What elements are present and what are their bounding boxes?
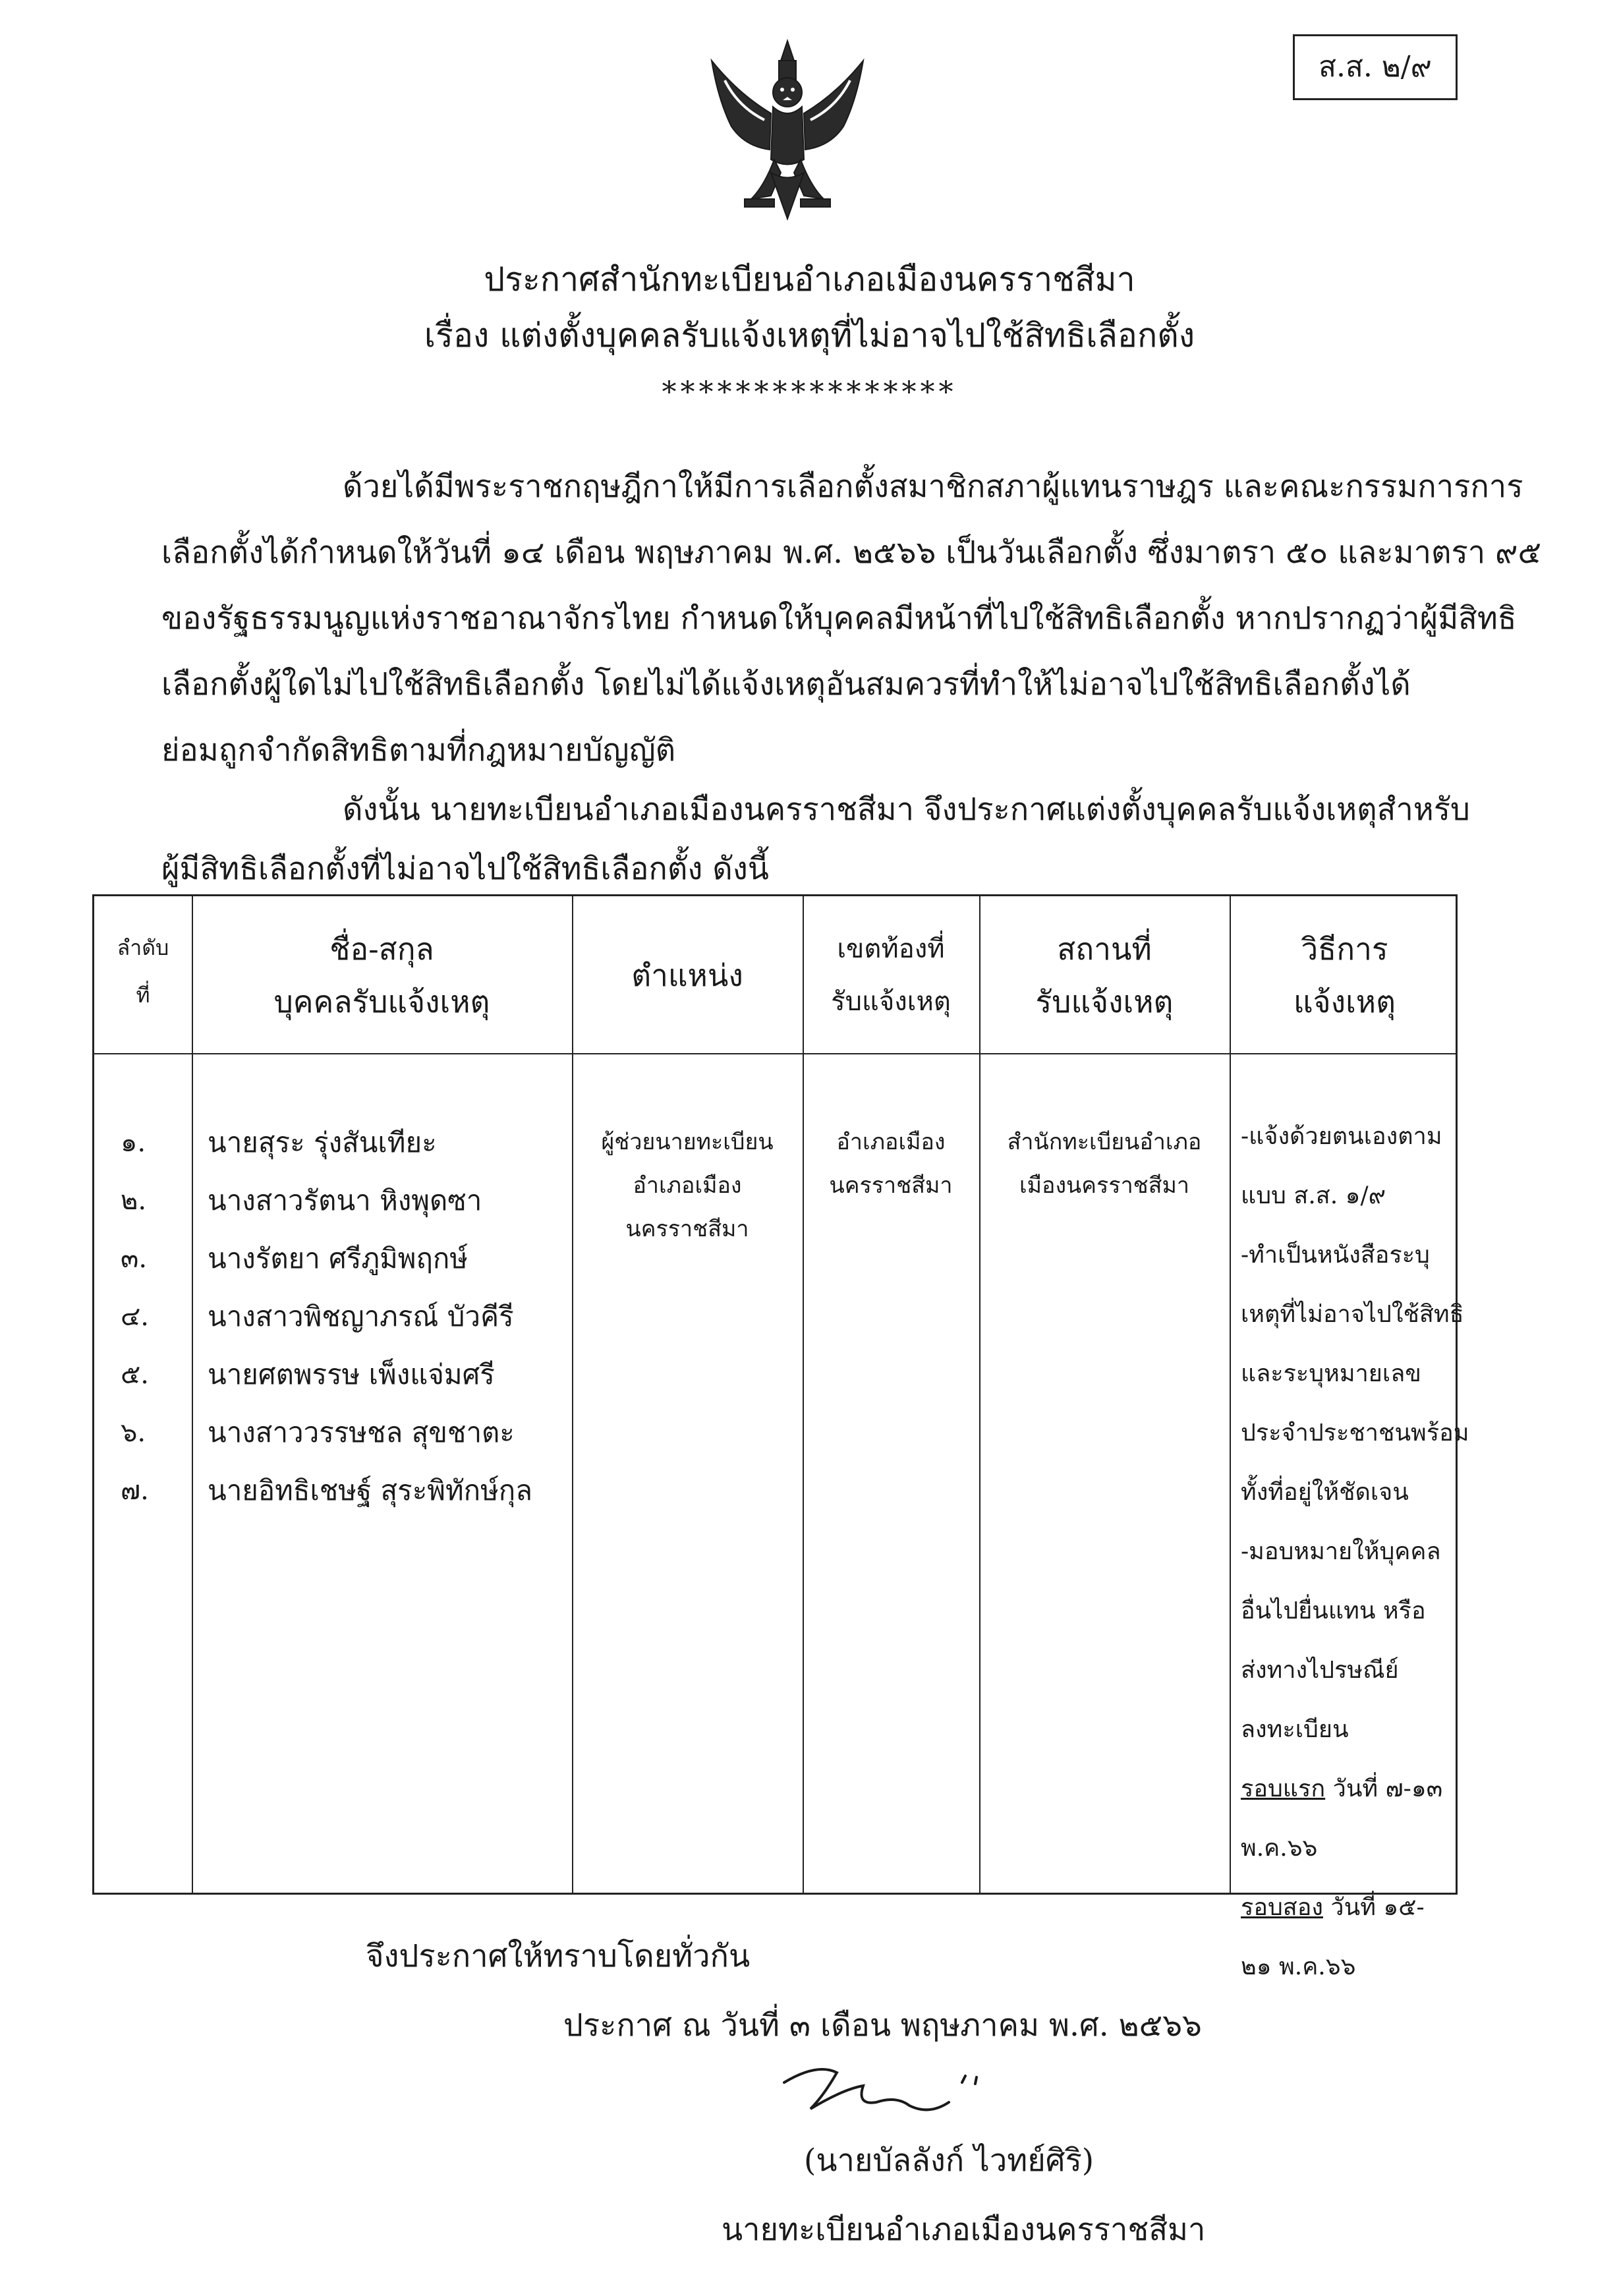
round-2-continuation: ๒๑ พ.ค.๖๖ (1241, 1953, 1356, 1980)
row-number: ๔. (121, 1302, 149, 1332)
table-col-divider (979, 896, 980, 1893)
row-number: ๓. (121, 1244, 148, 1274)
header-method (1230, 923, 1460, 1028)
names-column (208, 1114, 532, 1520)
method-line: และระบุหมายเลข (1241, 1360, 1421, 1387)
method-line: ลงทะเบียน (1241, 1716, 1349, 1743)
method-line: -มอบหมายให้บุคคล (1241, 1538, 1441, 1565)
method-line: -แจ้งด้วยตนเองตาม (1241, 1123, 1442, 1150)
appointee-name: นายอิทธิเชษฐ์ สุระพิทักษ์กุล (208, 1474, 532, 1507)
round-1-line (1241, 1760, 1469, 1819)
appointee-name: นางสาวรัตนา หิงพุดซา (208, 1184, 482, 1217)
header-name-line-1: ชื่อ-สกุล (329, 931, 434, 967)
signer-name: (นายบัลลังก์ ไวทย์ศิริ) (804, 2142, 1094, 2179)
table-col-divider (572, 896, 573, 1893)
appointee-name: นางสาวพิชญาภรณ์ บัวคีรี (208, 1300, 514, 1333)
row-number: ๖. (121, 1418, 146, 1448)
paragraph-1-line-4: เลือกตั้งผู้ใดไม่ไปใช้สิทธิเลือกตั้ง โดยไม่ได้แจ้งเหตุอันสมควรที่ทำให้ไม่อาจไปใช้สิทธิเลือกตั้งได้ (161, 666, 1411, 703)
header-method-line-1: วิธีการ (1301, 931, 1388, 967)
announcement-date: ประกาศ ณ วันที่ ๓ เดือน พฤษภาคม พ.ศ. ๒๕๖๖ (563, 2007, 1202, 2044)
round-1-text: วันที่ ๗-๑๓ (1325, 1775, 1443, 1802)
place-line: เมืองนครราชสีมา (1019, 1172, 1189, 1199)
round-1-label: รอบแรก (1241, 1775, 1326, 1802)
header-no (94, 924, 192, 1019)
place-line: สำนักทะเบียนอำเภอ (1007, 1129, 1202, 1155)
signature-icon (778, 2056, 1002, 2129)
header-position-line-1: ตำแหน่ง (631, 958, 743, 993)
paragraph-1-line-1: ด้วยได้มีพระราชกฤษฎีกาให้มีการเลือกตั้งสมาชิกสภาผู้แทนราษฎร และคณะกรรมการการ (343, 469, 1523, 505)
row-number: ๒. (121, 1186, 147, 1216)
round-2-label: รอบสอง (1241, 1894, 1323, 1921)
garuda-emblem-icon (698, 34, 876, 232)
header-no-line-2: ที่ (136, 983, 150, 1008)
appointee-name: นายศตพรรษ เพ็งแจ่มศรี (208, 1358, 495, 1391)
header-position (572, 949, 803, 1002)
position-line: อำเภอเมือง (633, 1172, 742, 1199)
area-line: นครราชสีมา (829, 1172, 953, 1199)
appointee-name: นายสุระ รุ่งสันเทียะ (208, 1126, 437, 1159)
header-area-line-2: รับแจ้งเหตุ (831, 987, 951, 1017)
method-line: ส่งทางไปรษณีย์ (1241, 1657, 1399, 1684)
position-cell (572, 1120, 803, 1251)
round-1-continuation: พ.ค.๖๖ (1241, 1835, 1318, 1862)
header-method-line-2: แจ้งเหตุ (1293, 984, 1396, 1019)
paragraph-1-line-2: เลือกตั้งได้กำหนดให้วันที่ ๑๔ เดือน พฤษภาคม พ.ศ. ๒๕๖๖ เป็นวันเลือกตั้ง ซึ่งมาตรา ๕๐ และมาตรา ๙๕ (161, 534, 1542, 571)
paragraph-2-line-1: ดังนั้น นายทะเบียนอำเภอเมืองนครราชสีมา จึงประกาศแต่งตั้งบุคคลรับแจ้งเหตุสำหรับ (343, 791, 1470, 828)
row-number: ๕. (121, 1360, 149, 1390)
method-line: อื่นไปยื่นแทน หรือ (1241, 1597, 1426, 1624)
paragraph-1-line-5: ย่อมถูกจำกัดสิทธิตามที่กฎหมายบัญญัติ (161, 732, 676, 768)
method-line: -ทำเป็นหนังสือระบุ (1241, 1242, 1430, 1269)
header-place-line-2: รับแจ้งเหตุ (1035, 984, 1174, 1019)
table-col-divider (192, 896, 193, 1893)
method-line: เหตุที่ไม่อาจไปใช้สิทธิ (1241, 1301, 1464, 1328)
announcement-title: ประกาศสำนักทะเบียนอำเภอเมืองนครราชสีมา (484, 260, 1135, 299)
announcement-subject: เรื่อง แต่งตั้งบุคคลรับแจ้งเหตุที่ไม่อาจไปใช้สิทธิเลือกตั้ง (424, 316, 1195, 355)
position-line: นครราชสีมา (625, 1216, 749, 1242)
position-line: ผู้ช่วยนายทะเบียน (601, 1129, 774, 1155)
numbers-column (121, 1114, 149, 1520)
appointee-name: นางรัตยา ศรีภูมิพฤกษ์ (208, 1242, 469, 1275)
method-line: ทั้งที่อยู่ให้ชัดเจน (1241, 1479, 1409, 1506)
round-2-line (1241, 1878, 1469, 1937)
method-cell (1241, 1107, 1469, 1997)
header-place-line-1: สถานที่ (1057, 931, 1152, 967)
separator-stars: **************** (662, 376, 957, 409)
signer-title: นายทะเบียนอำเภอเมืองนครราชสีมา (722, 2212, 1206, 2248)
header-name-line-2: บุคคลรับแจ้งเหตุ (273, 984, 490, 1019)
header-no-line-1: ลำดับ (117, 935, 169, 960)
area-line: อำเภอเมือง (836, 1129, 946, 1155)
header-name (192, 923, 572, 1028)
round-2-text: วันที่ ๑๕- (1322, 1894, 1425, 1921)
table-header-divider (94, 1053, 1456, 1054)
appointee-name: นางสาววรรษชล สุขชาตะ (208, 1416, 515, 1449)
form-code-badge: ส.ส. ๒/๙ (1293, 34, 1458, 100)
row-number: ๑. (121, 1128, 146, 1158)
table-col-divider (803, 896, 804, 1893)
method-line: แบบ ส.ส. ๑/๙ (1241, 1182, 1386, 1209)
header-area-line-1: เขตท้องที่ (837, 934, 945, 964)
area-cell (803, 1120, 979, 1207)
paragraph-1-line-3: ของรัฐธรรมนูญแห่งราชอาณาจักรไทย กำหนดให้บุคคลมีหน้าที่ไปใช้สิทธิเลือกตั้ง หากปรากฏว่าผู้มีสิทธิ (161, 600, 1517, 637)
row-number: ๗. (121, 1476, 149, 1506)
table-col-divider (1230, 896, 1231, 1893)
place-cell (979, 1120, 1230, 1207)
header-place (979, 923, 1230, 1028)
paragraph-2-line-2: ผู้มีสิทธิเลือกตั้งที่ไม่อาจไปใช้สิทธิเลือกตั้ง ดังนี้ (161, 851, 769, 887)
header-area (803, 923, 979, 1028)
method-line: ประจำประชาชนพร้อม (1241, 1420, 1469, 1447)
closing-announce: จึงประกาศให้ทราบโดยทั่วกัน (366, 1938, 751, 1974)
